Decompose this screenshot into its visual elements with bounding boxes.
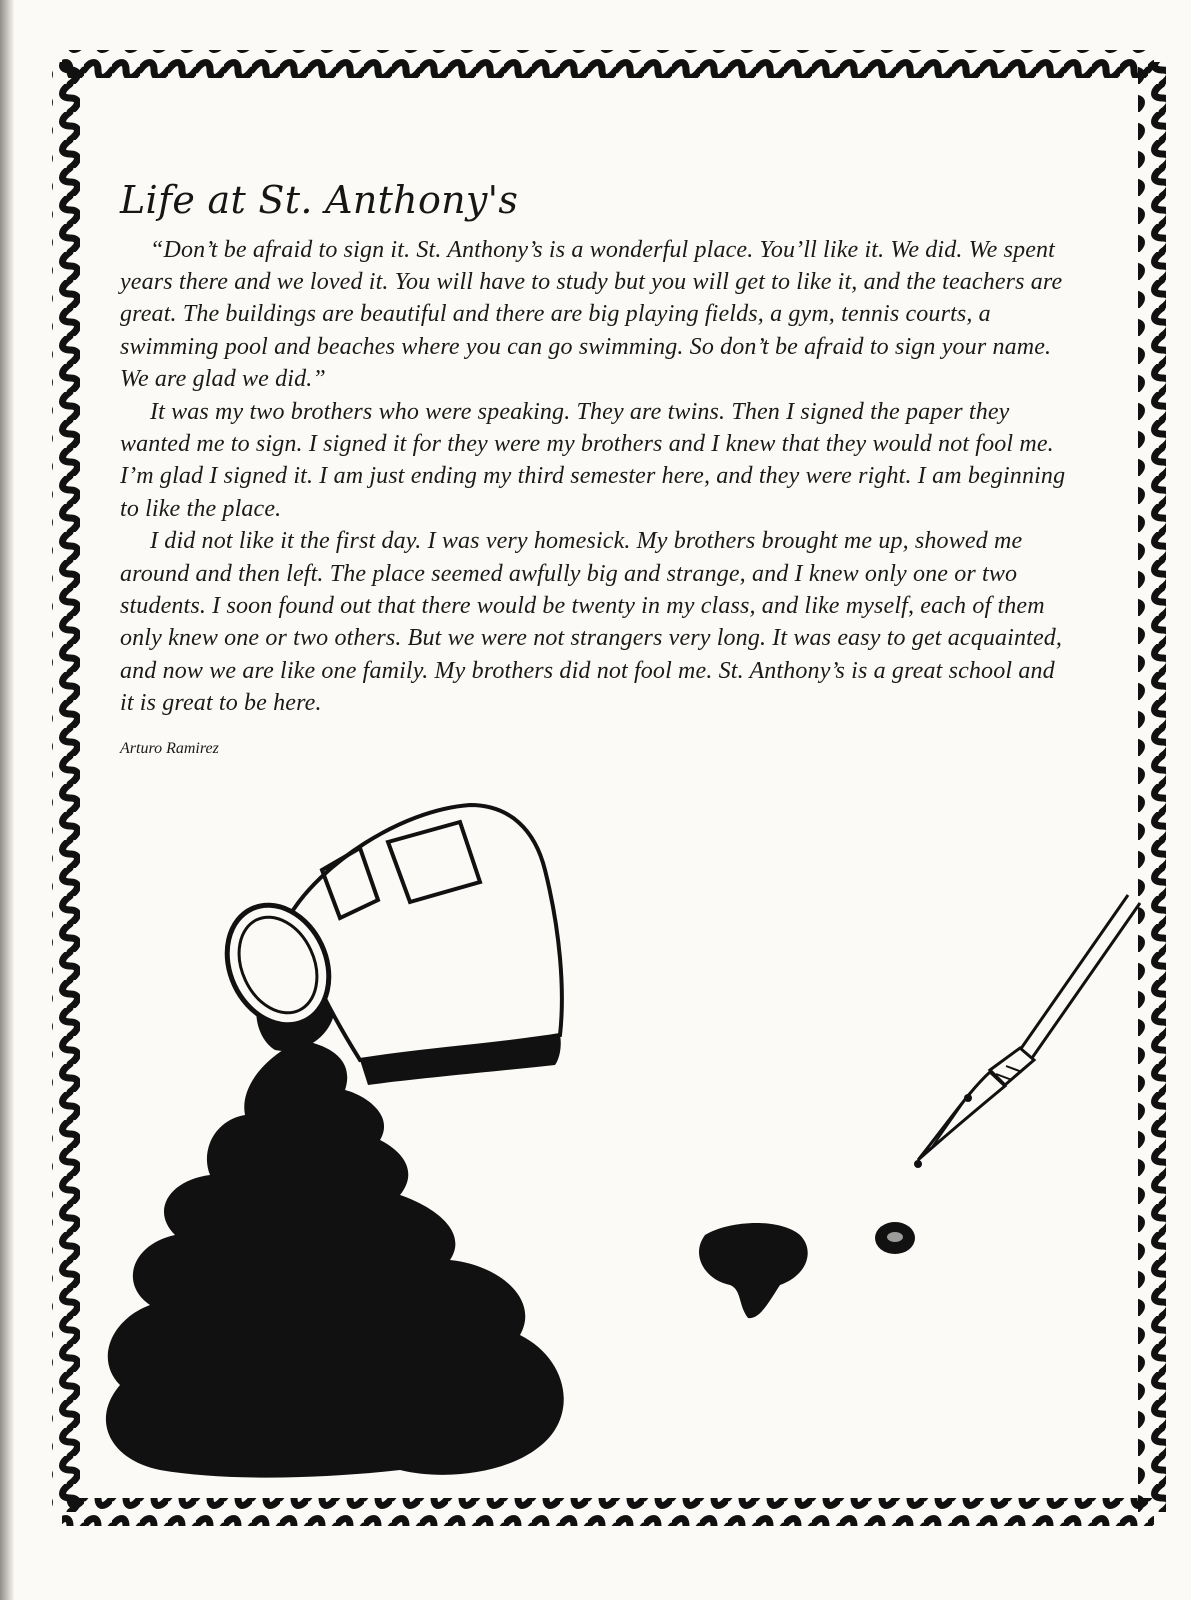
paragraph-1: “Don’t be afraid to sign it. St. Anthony’s is a wonderful place. You’ll like it. We did. We spent years there and we loved it. You will have to study but you will get to like it, and the teachers are great. The buildings are beautiful and there are big playing fields, a gym, tennis courts, a swimming pool and beaches where you can go swimming. So don’t be afraid to sign your name. We are glad we did.” xyxy=(120,236,1063,393)
ink-bottle-icon xyxy=(208,805,562,1085)
ink-blot-icon xyxy=(699,1223,808,1318)
page-title: Life at St. Anthony's xyxy=(120,178,519,222)
ink-puddle-icon xyxy=(106,1040,564,1478)
author-signature: Arturo Ramirez xyxy=(120,739,219,757)
paragraph-3: I did not like it the first day. I was very homesick. My brothers brought me up, showed me around and then left. The place seemed awfully big and strange, and I knew only one or two students. I soon found out that there would be twenty in my class, and like myself, each of them only knew one or two others. But we were not strangers very long. It was easy to get acquainted, and now we are like one family. My brothers did not fool me. St. Anthony’s is a great school and it is great to be here. xyxy=(120,528,1063,717)
fountain-pen-icon xyxy=(914,895,1140,1168)
paragraph-2: It was my two brothers who were speaking. They are twins. Then I signed the paper they wanted me to sign. I signed it for they were my brothers and I knew that they would not fool me. I’m glad I signed it. I am just ending my third semester here, and they were right. I am beginning to like the place. xyxy=(120,398,1066,522)
